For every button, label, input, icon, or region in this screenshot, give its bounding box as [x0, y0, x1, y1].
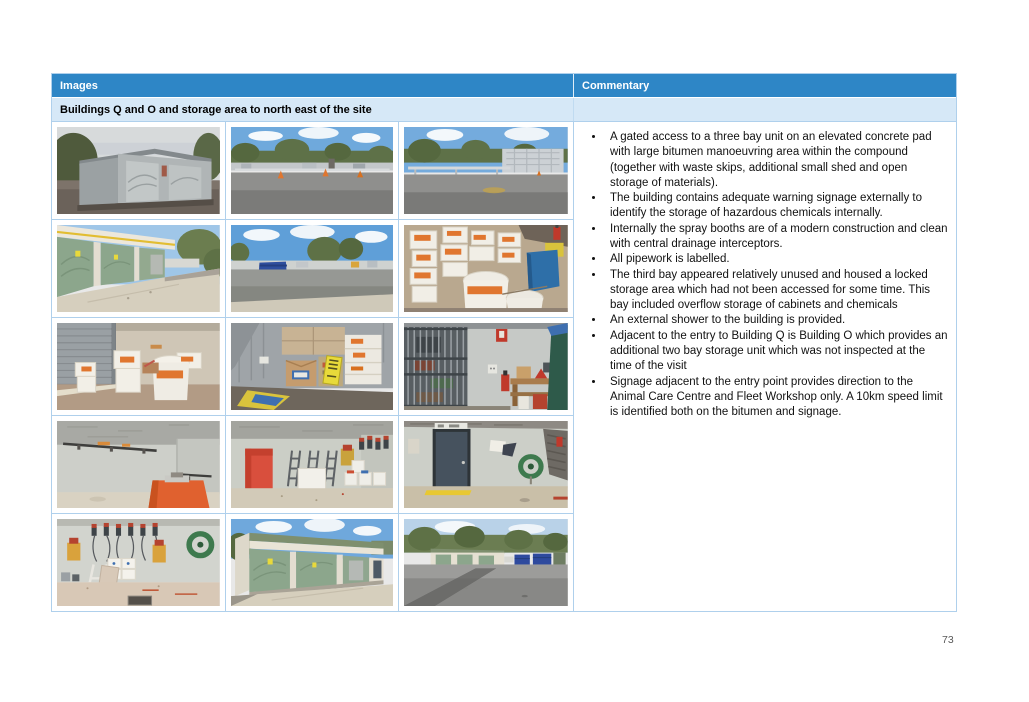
images-column-header: Images	[52, 74, 574, 97]
commentary-bullet-5: • The third bay appeared relatively unused and housed a locked storage area which had not been accessed for some time. This bay included overflow storage of cabinets and chemicals	[605, 268, 948, 314]
photo-yard-racking	[399, 122, 573, 220]
commentary-bullet-7: • Adjacent to the entry to Building Q is Building O which provides an additional two bay storage unit which was not inspected at the time of the visit	[605, 329, 948, 375]
commentary-bullet-6: • An external shower to the building is provided.	[605, 313, 948, 328]
page-number: 73	[942, 634, 954, 646]
bucket-stacks-image	[404, 225, 568, 312]
photo-storage-boxes	[226, 318, 400, 416]
yard-wide-image	[404, 519, 568, 606]
section-subheader-row	[52, 97, 956, 121]
photo-yard-cones	[226, 122, 400, 220]
buckets-roller-door-image	[57, 323, 220, 410]
photo-yard-skip	[226, 220, 400, 318]
photo-buckets-roller-door	[52, 318, 226, 416]
photo-spray-wall	[52, 514, 226, 611]
commentary-cell	[574, 122, 956, 611]
photo-empty-bay	[52, 416, 226, 514]
commentary-column-header: Commentary	[582, 80, 650, 92]
section-subheader-spacer	[574, 98, 956, 121]
images-cell	[52, 122, 574, 611]
spray-wall-image	[57, 519, 220, 606]
commentary-bullet-3: • Internally the spray booths are of a modern construction and clean with central drainage interceptors.	[605, 222, 948, 253]
green-doors-angle-image	[57, 225, 220, 312]
blue-door-image	[404, 421, 568, 508]
spray-frames-image	[231, 421, 394, 508]
building-q-front-image	[231, 519, 394, 606]
yard-cones-image	[231, 127, 394, 214]
photo-blue-door	[399, 416, 573, 514]
empty-bay-image	[57, 421, 220, 508]
photo-grid	[52, 122, 573, 611]
photo-spray-frames	[226, 416, 400, 514]
images-commentary-table	[51, 73, 957, 612]
photo-caged-storage	[399, 318, 573, 416]
table-header-row	[52, 74, 956, 97]
photo-yard-wide	[399, 514, 573, 611]
shed-exterior-image	[57, 127, 220, 214]
section-title: Buildings Q and O and storage area to north east of the site	[52, 98, 574, 121]
commentary-bullet-list	[578, 130, 948, 420]
commentary-bullet-2: • The building contains adequate warning signage externally to identify the storage of hazardous chemicals internally.	[605, 191, 948, 222]
commentary-bullet-1: • A gated access to a three bay unit on an elevated concrete pad with large bitumen manoeuvring area within the compound (together with waste skips, additional small shed and open storage of materials).	[605, 130, 948, 191]
photo-building-q-front	[226, 514, 400, 611]
photo-green-doors-angle	[52, 220, 226, 318]
storage-boxes-image	[231, 323, 394, 410]
commentary-bullet-4: • All pipework is labelled.	[605, 252, 948, 267]
table-body-row	[52, 121, 956, 611]
photo-bucket-stacks	[399, 220, 573, 318]
commentary-bullet-8: • Signage adjacent to the entry point provides direction to the Animal Care Centre and Fleet Workshop only. A 10km speed limit is identified both on the bitumen and signage.	[605, 375, 948, 421]
yard-racking-image	[404, 127, 568, 214]
yard-skip-image	[231, 225, 394, 312]
photo-shed-exterior	[52, 122, 226, 220]
caged-storage-image	[404, 323, 568, 410]
